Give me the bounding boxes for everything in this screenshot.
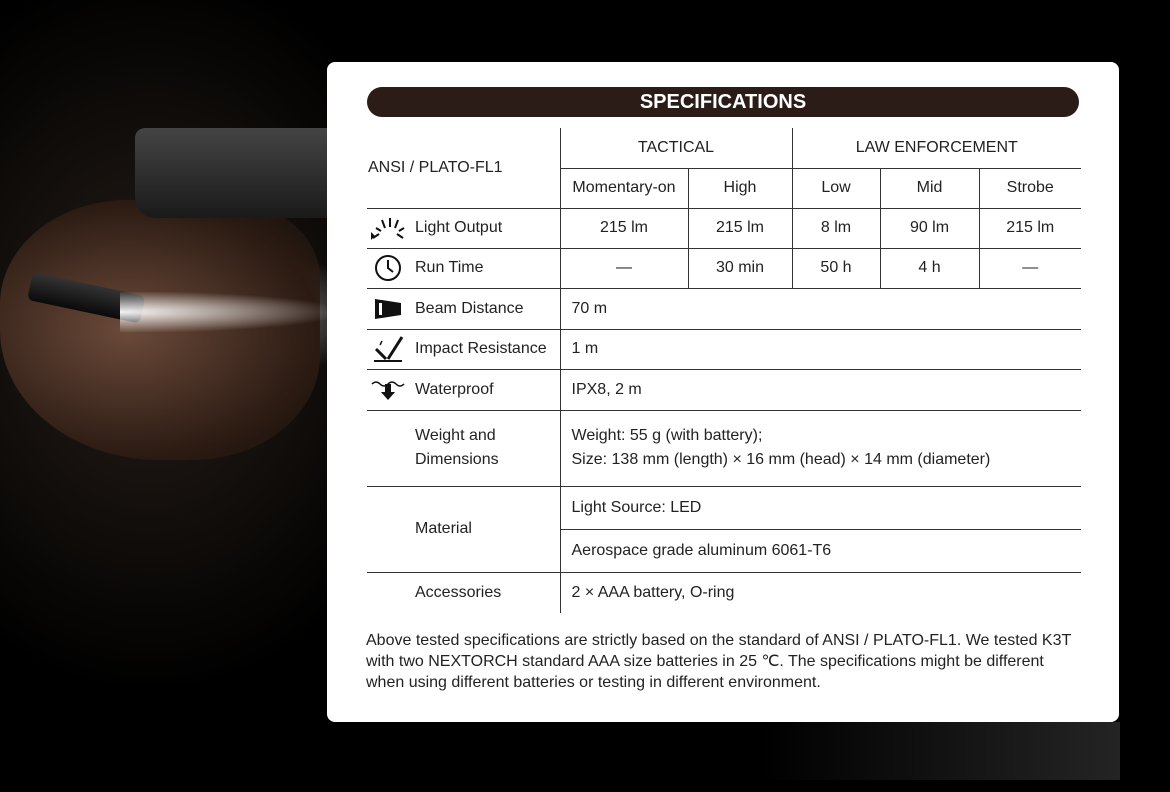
mode-strobe: Strobe <box>979 168 1081 208</box>
material-label: Material <box>367 486 560 572</box>
waterproof-label: Waterproof <box>415 380 494 398</box>
row-weight-dimensions <box>367 410 1081 486</box>
beam-icon <box>369 295 407 323</box>
row-accessories <box>367 572 1081 613</box>
run-time-momentary: — <box>560 248 688 288</box>
run-time-strobe: — <box>979 248 1081 288</box>
light-beam <box>120 292 330 332</box>
row-beam-distance <box>367 288 1081 329</box>
weight-dimensions-value: Weight: 55 g (with battery); Size: 138 mm (length) × 16 mm (head) × 14 mm (diameter) <box>571 427 991 468</box>
run-time-mid: 4 h <box>880 248 979 288</box>
standard-label: ANSI / PLATO-FL1 <box>367 128 560 208</box>
light-output-mid: 90 lm <box>880 208 979 248</box>
mode-momentary: Momentary-on <box>560 168 688 208</box>
material-body: Aerospace grade aluminum 6061-T6 <box>560 529 1081 572</box>
accessories-label: Accessories <box>415 583 502 601</box>
spec-table <box>367 128 1081 613</box>
run-time-low: 50 h <box>792 248 880 288</box>
impact-resistance-label: Impact Resistance <box>415 340 547 357</box>
waterproof-value: IPX8, 2 m <box>560 369 1081 410</box>
test-note: Above tested specifications are strictly based on the standard of ANSI / PLATO-FL1. We tested K3T with two NEXTORCH standard AAA size batteries in 25 ℃. The specifications might be different when using different batteries or testing in different environment. <box>366 632 1071 691</box>
pistol-image <box>135 128 327 218</box>
material-light-source: Light Source: LED <box>560 486 1081 529</box>
group-tactical: TACTICAL <box>560 128 792 168</box>
spec-title: SPECIFICATIONS <box>367 87 1079 117</box>
mode-low: Low <box>792 168 880 208</box>
row-material <box>367 486 1081 529</box>
run-time-high: 30 min <box>688 248 792 288</box>
row-impact-resistance <box>367 329 1081 369</box>
light-output-high: 215 lm <box>688 208 792 248</box>
impact-resistance-value: 1 m <box>560 329 1081 369</box>
light-output-label: Light Output <box>415 219 503 236</box>
clock-icon <box>369 254 407 282</box>
beam-distance-label: Beam Distance <box>415 299 524 317</box>
mode-high: High <box>688 168 792 208</box>
light-output-low: 8 lm <box>792 208 880 248</box>
row-run-time <box>367 248 1081 288</box>
accessories-value: 2 × AAA battery, O-ring <box>560 572 1081 613</box>
waterproof-icon <box>369 376 407 404</box>
spec-card <box>327 62 1119 722</box>
run-time-label: Run Time <box>415 259 484 276</box>
light-output-momentary: 215 lm <box>560 208 688 248</box>
floor-shadow <box>760 722 1120 780</box>
light-burst-icon <box>369 214 407 242</box>
mode-mid: Mid <box>880 168 979 208</box>
impact-icon <box>369 335 407 363</box>
weight-dimensions-label: Weight and Dimensions <box>415 427 499 468</box>
light-output-strobe: 215 lm <box>979 208 1081 248</box>
group-law-enforcement: LAW ENFORCEMENT <box>792 128 1081 168</box>
row-light-output <box>367 208 1081 248</box>
row-waterproof <box>367 369 1081 410</box>
beam-distance-value: 70 m <box>560 288 1081 329</box>
